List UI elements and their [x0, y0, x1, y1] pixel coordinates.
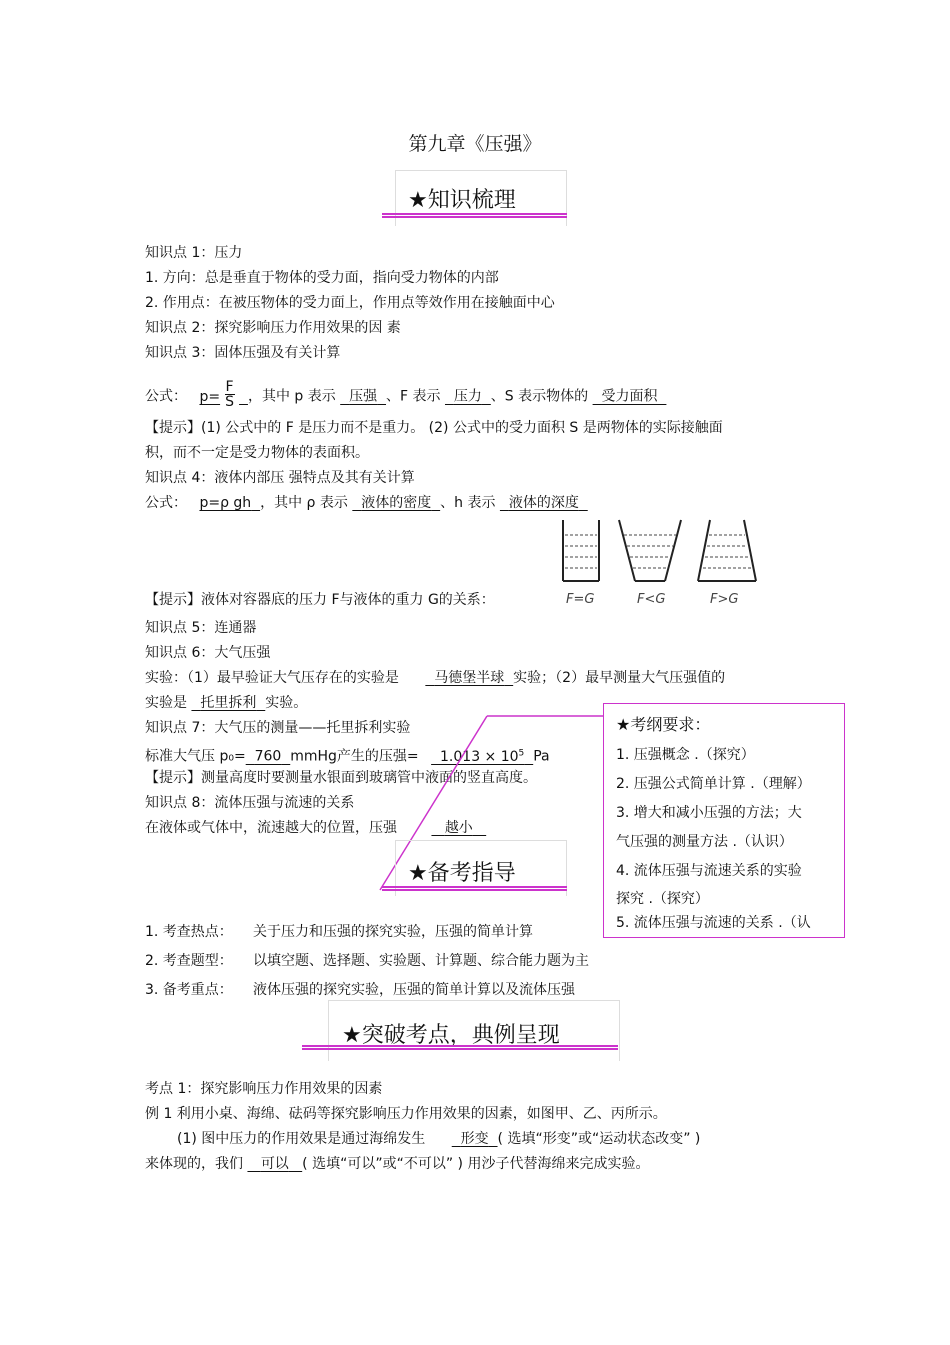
page-title: 第九章《压强》	[408, 133, 542, 155]
section-underline	[302, 1045, 618, 1050]
section-underline	[382, 886, 567, 891]
blank-answer: 可以	[260, 1156, 289, 1172]
text: (1) 图中压力的作用效果是通过海绵发生	[177, 1131, 426, 1147]
knowledge-point-8: 知识点 8：流体压强与流速的关系	[145, 795, 355, 811]
relation-label: F<G	[637, 592, 666, 607]
guide-item	[145, 923, 533, 941]
knowledge-point-4: 知识点 4：液体内部压 强特点及其有关计算	[145, 470, 415, 486]
container-straight	[563, 520, 599, 581]
blank-answer: 液体的深度	[508, 495, 579, 511]
knowledge-point-3: 知识点 3：固体压强及有关计算	[145, 345, 341, 361]
formula-line-liquid	[145, 494, 588, 512]
unit: Pa	[533, 748, 550, 765]
blank-answer: 受力面积	[601, 388, 658, 405]
guide-text: 液体压强的探究实验，压强的简单计算以及流体压强	[253, 982, 575, 998]
guide-item	[145, 981, 575, 999]
fraction	[225, 380, 235, 409]
container-wide-top	[619, 520, 681, 581]
section-heading-knowledge: ★知识梳理	[408, 188, 516, 213]
section-heading-guide: ★备考指导	[408, 861, 516, 886]
relation-label: F=G	[566, 592, 595, 607]
text: 、h 表示	[440, 495, 496, 511]
guide-item	[145, 952, 589, 970]
section-heading-examples: ★突破考点，典例呈现	[342, 1023, 560, 1048]
example-question-1	[177, 1130, 700, 1148]
guide-label: 1. 考查热点：	[145, 924, 233, 940]
text: 实验；（2）最早测量大气压强值的	[513, 670, 726, 686]
example-1: 例 1 利用小桌、海绵、砝码等探究影响压力作用效果的因素，如图甲、乙、丙所示。	[145, 1106, 667, 1122]
blank-answer: 压强	[349, 388, 378, 405]
tip-3: 【提示】测量高度时要测量水银面到玻璃管中液面的竖直高度。	[145, 770, 537, 786]
fraction-numerator: F	[225, 379, 234, 395]
formula-p: p=ρ gh	[199, 495, 252, 511]
text: 实验。	[265, 695, 308, 711]
text: 来体现的，我们	[145, 1156, 243, 1172]
text-line: 1. 方向：总是垂直于物体的受力面，指向受力物体的内部	[145, 270, 499, 286]
requirement-item: 5. 流体压强与流速的关系 .（认	[616, 915, 811, 931]
text: ，其中 ρ 表示	[260, 495, 348, 511]
container-wide-bottom	[698, 520, 756, 581]
requirement-item: 3. 增大和减小压强的方法；大	[616, 805, 802, 821]
experiment-line-2	[145, 694, 307, 712]
experiment-line	[145, 669, 725, 687]
formula-line-solid	[145, 379, 666, 411]
section-underline	[382, 213, 567, 218]
text: 实验：（1）最早验证大气压存在的实验是	[145, 670, 399, 686]
blank-answer: 越小	[444, 820, 473, 836]
example-question-1-continued	[145, 1155, 649, 1173]
text: mmHg产生的压强=	[290, 748, 419, 765]
label: 公式：	[145, 388, 187, 405]
requirement-item-continued: 探究 .（探究）	[616, 891, 709, 907]
text: 标准大气压 p₀=	[145, 748, 246, 765]
knowledge-point-6: 知识点 6：大气压强	[145, 645, 271, 661]
blank-answer: 托里拆利	[200, 695, 257, 711]
guide-text: 以填空题、选择题、实验题、计算题、综合能力题为主	[253, 953, 589, 969]
guide-text: 关于压力和压强的探究实验，压强的简单计算	[253, 924, 533, 940]
knowledge-point-7: 知识点 7：大气压的测量——托里拆利实验	[145, 720, 411, 736]
blank-answer: 760	[254, 748, 282, 765]
text: 实验是	[145, 695, 187, 711]
requirement-item: 1. 压强概念 .（探究）	[616, 747, 755, 763]
text: 在液体或气体中，流速越大的位置，压强	[145, 820, 397, 836]
requirement-item: 2. 压强公式简单计算 .（理解）	[616, 776, 811, 792]
tip-1: 【提示】(1) 公式中的 F 是压力而不是重力。 (2) 公式中的受力面积 S 是两物体的实际接触面	[145, 420, 723, 436]
text: ，其中 p 表示	[247, 388, 336, 405]
exam-requirements-title: ★考纲要求：	[616, 715, 711, 734]
blank-answer: 1.013 × 10	[440, 748, 519, 765]
requirement-item: 4. 流体压强与流速关系的实验	[616, 863, 802, 879]
blank-answer: 形变	[460, 1131, 489, 1147]
text: 、S 表示物体的	[490, 388, 589, 405]
blank-answer: 压力	[453, 388, 482, 405]
guide-label: 3. 备考重点：	[145, 982, 233, 998]
guide-label: 2. 考查题型：	[145, 953, 233, 969]
text: 、F 表示	[386, 388, 441, 405]
label: 公式：	[145, 495, 187, 511]
requirement-item-continued: 气压强的测量方法 .（认识）	[616, 834, 793, 850]
exam-point-1: 考点 1：探究影响压力作用效果的因素	[145, 1081, 383, 1097]
knowledge-point-1: 知识点 1：压力	[145, 245, 243, 261]
exponent: 5	[518, 748, 525, 758]
knowledge-point-5: 知识点 5：连通器	[145, 620, 257, 636]
text: ( 选填“可以”或“不可以” ) 用沙子代替海绵来完成实验。	[302, 1156, 650, 1172]
text: ( 选填“形变”或“运动状态改变” )	[497, 1131, 701, 1147]
tip-2: 【提示】液体对容器底的压力 F与液体的重力 G的关系：	[145, 592, 495, 608]
relation-label: F>G	[710, 592, 739, 607]
formula-p: p=	[199, 388, 221, 405]
blank-answer: 液体的密度	[361, 495, 432, 511]
knowledge-point-2: 知识点 2：探究影响压力作用效果的因 素	[145, 320, 401, 336]
container-diagrams	[555, 515, 770, 585]
text-line: 2. 作用点：在被压物体的受力面上，作用点等效作用在接触面中心	[145, 295, 555, 311]
tip-1-continued: 积，而不一定是受力物体的表面积。	[145, 445, 369, 461]
blank-answer: 马德堡半球	[434, 670, 505, 686]
fraction-denominator: S	[225, 394, 234, 410]
